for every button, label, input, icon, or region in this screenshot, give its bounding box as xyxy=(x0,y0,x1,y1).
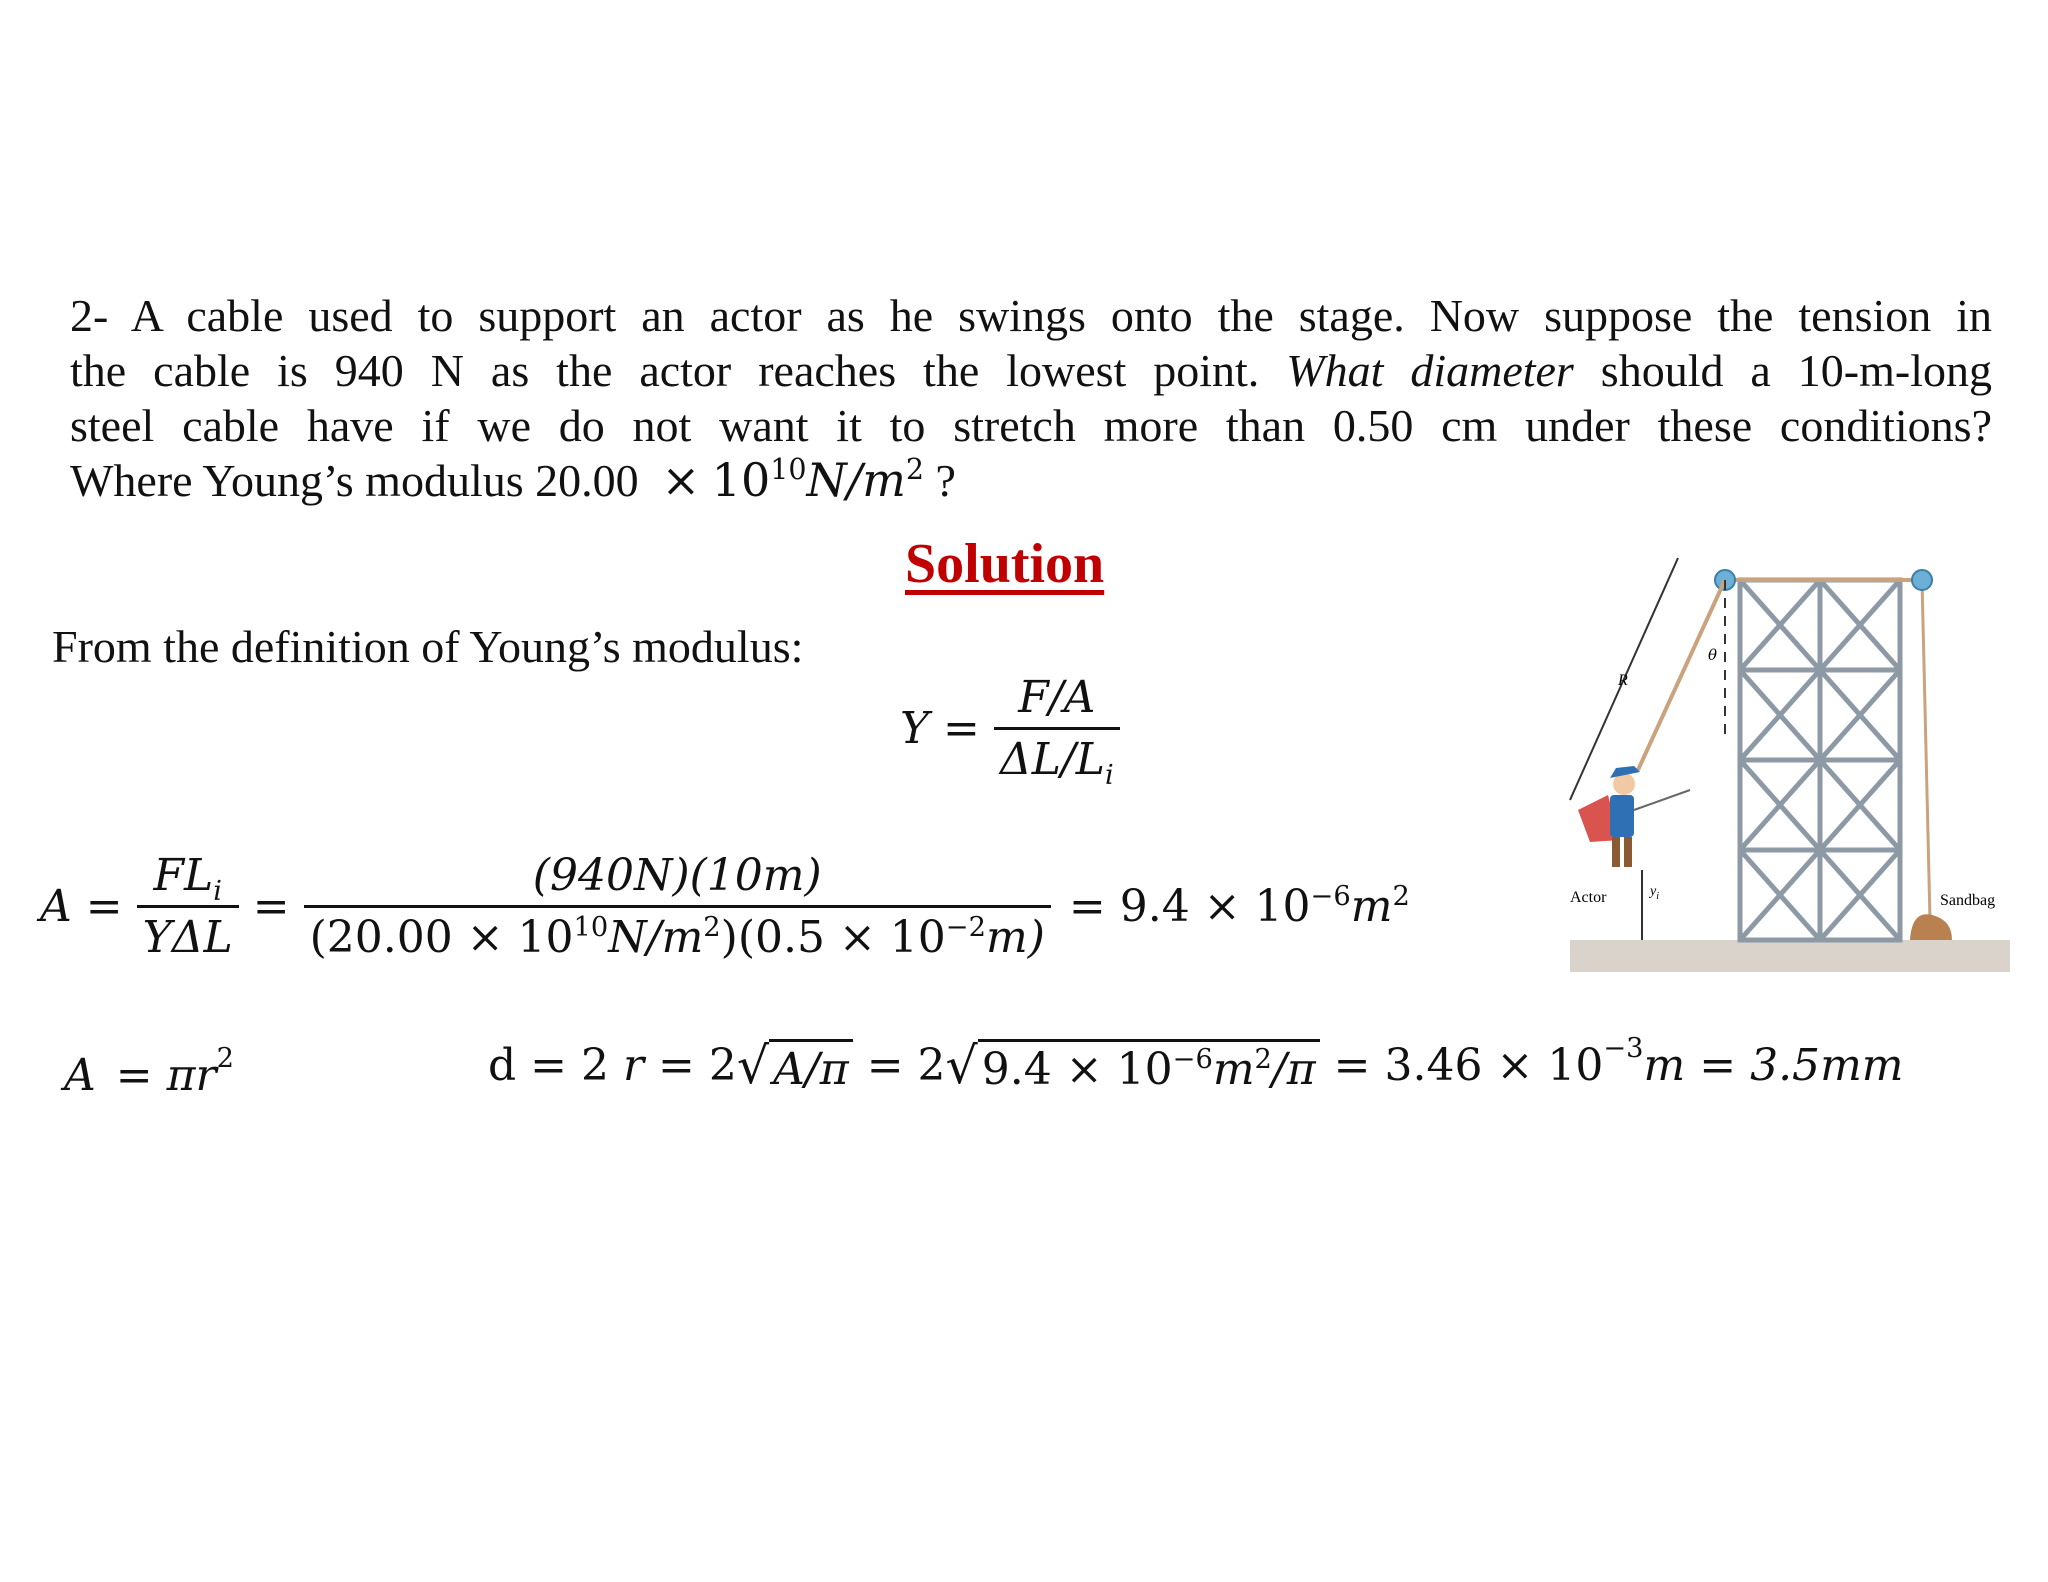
diameter-result-a: = 3.46 × 10 xyxy=(1333,1040,1604,1091)
problem-line-2-a: the cable is 940 N as the actor reaches the lowest point. xyxy=(70,345,1260,396)
area-result xyxy=(1069,881,1410,932)
area-result-unit: m xyxy=(1350,881,1393,932)
base-ten: 10 xyxy=(711,453,771,507)
diameter-eq2: = 2 xyxy=(866,1040,946,1091)
area-f2-den-exp2: 2 xyxy=(703,911,721,943)
question-mark: ? xyxy=(935,455,956,506)
area-f1-denominator: YΔL xyxy=(137,905,239,963)
sandbag-icon xyxy=(1910,914,1952,940)
exponent-2: 2 xyxy=(905,452,925,486)
sqrt-icon: √ xyxy=(736,1036,770,1095)
young-den-text: ΔL/L xyxy=(999,734,1105,785)
problem-emphasis: What diameter xyxy=(1286,345,1574,396)
exponent: 10 xyxy=(770,452,807,486)
young-fraction xyxy=(994,672,1120,791)
problem-line-2-b: should a 10-m-long xyxy=(1600,345,1992,396)
actor-icon xyxy=(1578,766,1690,867)
label-actor: Actor xyxy=(1570,889,1607,906)
circle-area-symbol: A xyxy=(64,1050,96,1101)
label-theta: θ xyxy=(1708,646,1718,664)
label-radius: R xyxy=(1618,672,1628,689)
equation-young-modulus xyxy=(900,672,1120,791)
area-result-a: = 9.4 × 10 xyxy=(1068,881,1311,932)
area-f1-num-sub: i xyxy=(213,875,222,907)
area-f1-num-text: FL xyxy=(153,850,214,901)
sqrt-1 xyxy=(737,1036,853,1095)
area-fraction-1 xyxy=(137,850,239,963)
area-result-exp2: 2 xyxy=(1392,880,1410,912)
equals-sign-2: = xyxy=(252,881,290,932)
circle-area-rhs: = πr xyxy=(115,1050,217,1101)
diameter-eq1: = 2 xyxy=(658,1040,737,1091)
equals-sign: = xyxy=(943,703,980,754)
sqrt-2-exp: −6 xyxy=(1172,1043,1213,1075)
area-f2-den-exp3: −2 xyxy=(945,911,986,943)
young-symbol: Y xyxy=(900,703,930,754)
diameter-result-b: m = 3.5 xyxy=(1643,1040,1821,1091)
diameter-r: r xyxy=(623,1040,645,1091)
equation-diameter: d = 2 r = 2 √ A/π = 2 √ $9.4 \times 10^{-6}m^2/\pi$ = 3.46 × 10 $^{-3}$ m = 3.5 mm xyxy=(488,1033,1904,1095)
young-den-sub: i xyxy=(1104,759,1114,791)
problem-statement xyxy=(70,288,1992,508)
area-f2-den-a: (20.00 × 10 xyxy=(309,912,574,963)
area-f1-numerator xyxy=(147,850,227,905)
problem-line-2 xyxy=(70,343,1992,398)
problem-line-3: steel cable have if we do not want it to stretch more than 0.50 cm under these conditions? xyxy=(70,400,1992,451)
young-denominator xyxy=(994,727,1120,791)
sqrt-icon: √ xyxy=(945,1036,978,1095)
stage-figure xyxy=(1560,540,2020,980)
sqrt-2-unit: m xyxy=(1212,1044,1255,1095)
equation-area xyxy=(40,850,1410,963)
swing-cable xyxy=(1638,580,1725,770)
sqrt-2-c: /π xyxy=(1271,1044,1316,1095)
problem-line-4 xyxy=(70,453,1992,508)
problem-line-4-a: Where Young’s modulus 20.00 xyxy=(70,455,639,506)
unit: N/m xyxy=(806,453,906,507)
equals-sign-1: = xyxy=(85,881,123,932)
sqrt-2-radicand xyxy=(978,1039,1320,1095)
solution-heading: Solution xyxy=(905,533,1105,595)
problem-line-1: 2- A cable used to support an actor as he swings onto the stage. Now suppose the tension in xyxy=(70,290,1992,341)
area-f2-den-exp1: 10 xyxy=(573,911,609,943)
area-symbol: A xyxy=(40,881,72,932)
ground xyxy=(1570,940,2010,972)
area-f2-den-c: )(0.5 × 10 xyxy=(720,912,946,963)
sqrt-2-exp2: 2 xyxy=(1254,1043,1272,1075)
area-f2-numerator: (940N)(10m) xyxy=(532,850,822,901)
diameter-d: d = 2 xyxy=(488,1040,609,1091)
times-sign: × xyxy=(661,453,701,507)
area-f2-den-d: m) xyxy=(986,912,1045,963)
scaffold-frame xyxy=(1740,580,1900,940)
area-result-exp: −6 xyxy=(1310,880,1351,912)
equation-circle-area: A = πr $^2$ xyxy=(64,1043,234,1101)
sandbag-rope xyxy=(1922,580,1930,920)
area-f2-den-b: N/m xyxy=(608,912,704,963)
label-yi-base: y xyxy=(1650,884,1657,899)
label-yi-sub: i xyxy=(1656,891,1659,902)
sqrt-2 xyxy=(946,1036,1320,1095)
sqrt-1-radicand: A/π xyxy=(769,1039,853,1095)
label-sandbag: Sandbag xyxy=(1940,892,1996,909)
pulley-right-icon xyxy=(1912,570,1932,590)
area-fraction-2 xyxy=(304,850,1051,963)
diameter-result-unit: mm xyxy=(1820,1040,1904,1091)
sqrt-2-a: 9.4 × 10 xyxy=(981,1044,1173,1095)
area-f2-denominator xyxy=(304,905,1051,963)
label-yi xyxy=(1648,884,1659,902)
young-numerator: F/A xyxy=(1018,672,1096,723)
definition-text: From the definition of Young’s modulus: xyxy=(52,621,804,672)
